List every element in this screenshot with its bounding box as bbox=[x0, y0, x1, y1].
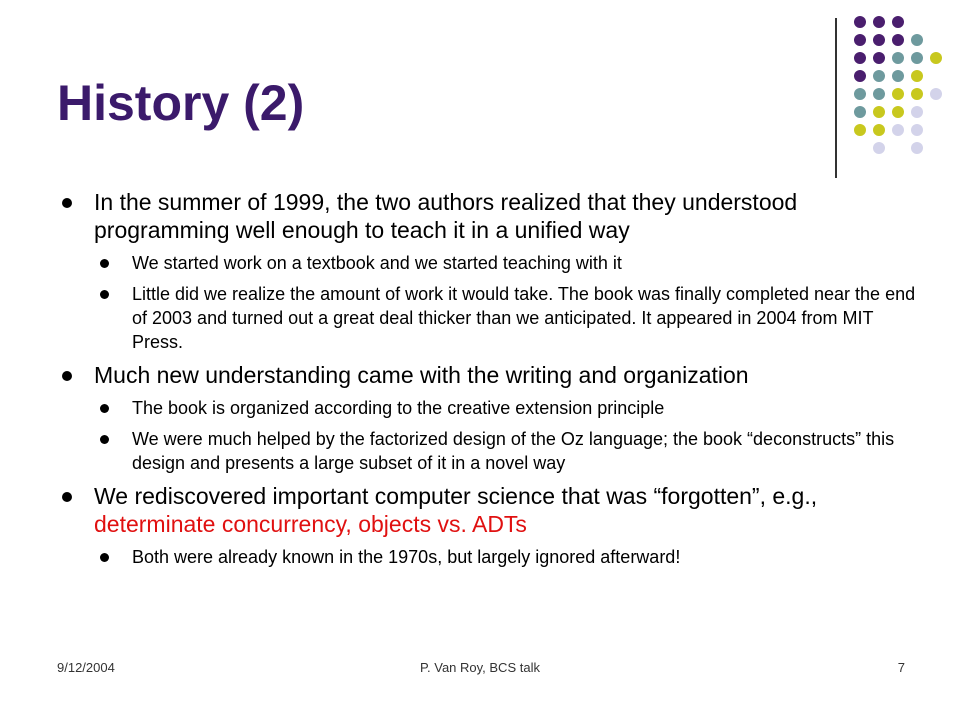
dot-purple bbox=[854, 34, 866, 46]
bullet-text: We rediscovered important computer science that was “forgotten”, e.g., bbox=[94, 483, 818, 509]
bullet-level-1: In the summer of 1999, the two authors realized that they understood programming well enough to teach it in a unified way bbox=[60, 188, 920, 244]
footer-title: P. Van Roy, BCS talk bbox=[420, 660, 540, 675]
dot-teal bbox=[892, 70, 904, 82]
footer-date: 9/12/2004 bbox=[57, 660, 115, 675]
bullet-level-2: We started work on a textbook and we started teaching with it bbox=[60, 251, 920, 275]
footer-page-number: 7 bbox=[897, 660, 905, 675]
dot-purple bbox=[854, 70, 866, 82]
dot-yellow bbox=[911, 88, 923, 100]
bullet-level-2: Both were already known in the 1970s, but largely ignored afterward! bbox=[60, 545, 920, 569]
dot-teal bbox=[873, 88, 885, 100]
dot-yellow bbox=[911, 70, 923, 82]
dot-purple bbox=[854, 16, 866, 28]
dot-yellow bbox=[892, 88, 904, 100]
dot-teal bbox=[854, 88, 866, 100]
dot-yellow bbox=[873, 124, 885, 136]
dot-purple bbox=[892, 16, 904, 28]
dot-lavender bbox=[911, 124, 923, 136]
dot-lavender bbox=[873, 142, 885, 154]
dot-lavender bbox=[911, 142, 923, 154]
dot-purple bbox=[892, 34, 904, 46]
dot-teal bbox=[892, 52, 904, 64]
dot-yellow bbox=[892, 106, 904, 118]
dot-yellow bbox=[873, 106, 885, 118]
dot-purple bbox=[873, 16, 885, 28]
highlight-objects-vs-adts: objects vs. ADTs bbox=[358, 511, 527, 537]
bullet-level-1: Much new understanding came with the writing and organization bbox=[60, 361, 920, 389]
dot-lavender bbox=[930, 88, 942, 100]
dot-teal bbox=[911, 34, 923, 46]
dot-lavender bbox=[911, 106, 923, 118]
dot-yellow bbox=[930, 52, 942, 64]
slide-title: History (2) bbox=[57, 75, 305, 131]
dot-yellow bbox=[854, 124, 866, 136]
dot-teal bbox=[911, 52, 923, 64]
bullet-level-1 bbox=[60, 482, 920, 538]
bullet-level-2: Little did we realize the amount of work it would take. The book was finally completed near the end of 2003 and turned out a great deal thicker than we anticipated. It appeared in 2004 from MIT Press. bbox=[60, 282, 920, 354]
highlight-determinate-concurrency: determinate concurrency bbox=[94, 511, 346, 537]
dot-teal bbox=[873, 70, 885, 82]
dot-lavender bbox=[892, 124, 904, 136]
bullet-level-2: We were much helped by the factorized design of the Oz language; the book “deconstructs” this design and presents a large subset of it in a novel way bbox=[60, 427, 920, 475]
dot-purple bbox=[873, 34, 885, 46]
dot-teal bbox=[854, 106, 866, 118]
highlight-separator: , bbox=[345, 511, 359, 537]
decorative-vertical-line bbox=[835, 18, 837, 178]
dot-purple bbox=[854, 52, 866, 64]
dot-purple bbox=[873, 52, 885, 64]
slide-body bbox=[60, 188, 920, 576]
bullet-level-2: The book is organized according to the creative extension principle bbox=[60, 396, 920, 420]
